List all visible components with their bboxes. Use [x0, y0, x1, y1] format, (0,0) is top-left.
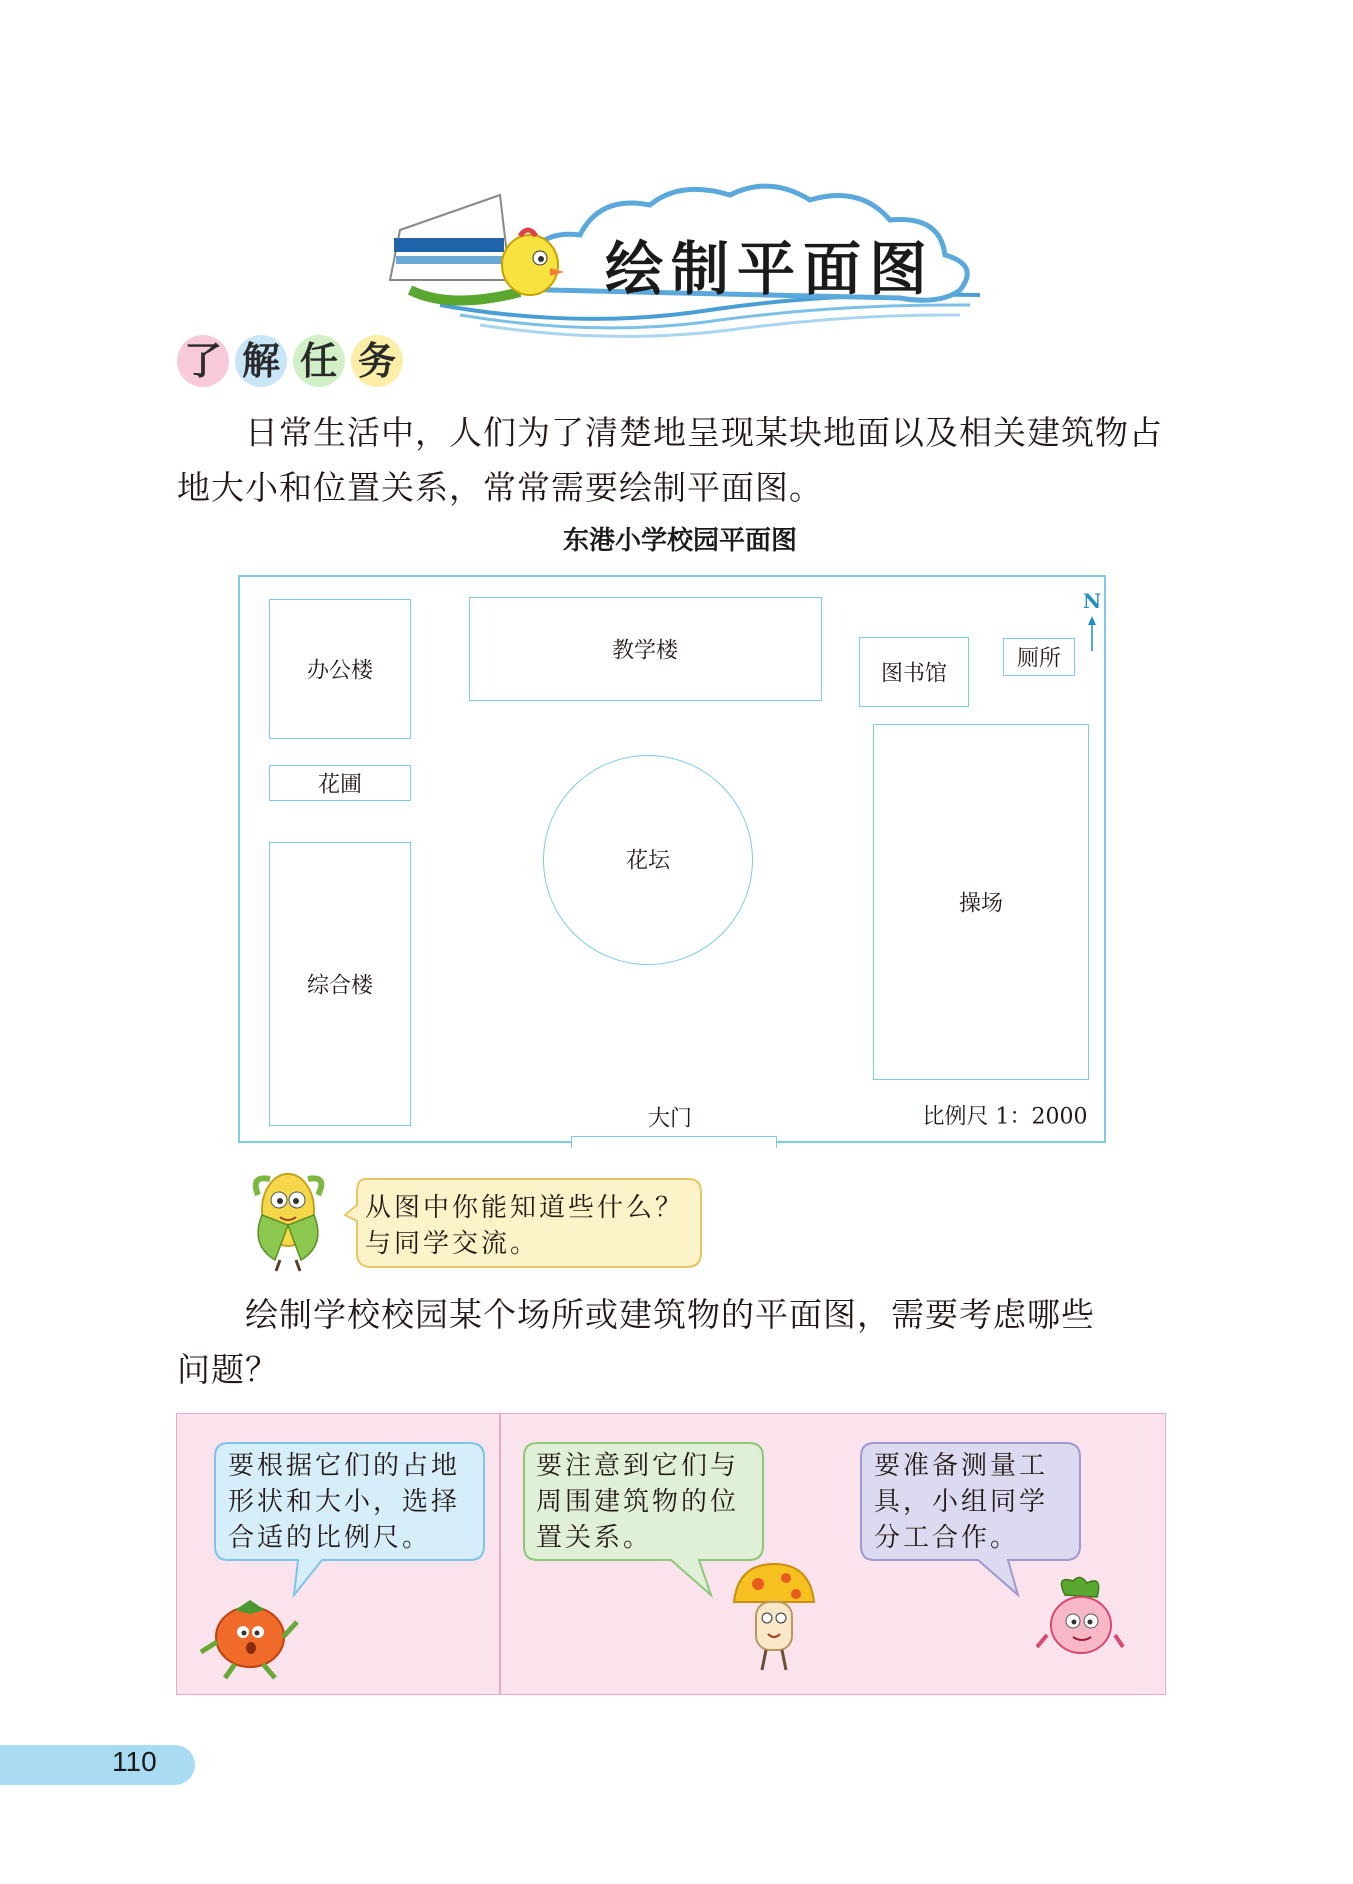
- tip-3-line-2: 具，小组同学: [874, 1487, 1049, 1517]
- tip-3-line-1: 要准备测量工: [874, 1451, 1049, 1481]
- campus-map: [238, 575, 1106, 1143]
- intro-line-2: 地大小和位置关系，常常需要绘制平面图。: [177, 468, 823, 507]
- flowerbed-label: 花坛: [625, 848, 671, 874]
- tip-1-line-2: 形状和大小，选择: [228, 1487, 461, 1517]
- library-label: 图书馆: [880, 661, 948, 687]
- tip-3-line-3: 分工合作。: [874, 1523, 1020, 1553]
- toilet-label: 厕所: [1016, 646, 1062, 672]
- map-title: 东港小学校园平面图: [562, 526, 797, 556]
- garden-label: 花圃: [317, 772, 363, 798]
- scale-label: 比例尺 1：2000: [922, 1104, 1088, 1130]
- section-heading-char: 务: [351, 335, 403, 387]
- section-heading-char: 解: [235, 335, 287, 387]
- corn-character-icon: [240, 1165, 335, 1275]
- tips-divider: [499, 1414, 501, 1694]
- complex-building-label: 综合楼: [306, 973, 374, 999]
- corn-bubble-line-1: 从图中你能知道些什么？: [365, 1193, 685, 1223]
- office-building-label: 办公楼: [306, 658, 374, 684]
- playground-label: 操场: [958, 891, 1004, 917]
- tomato-character-icon: [195, 1592, 305, 1682]
- page-number-tab: [0, 1745, 195, 1785]
- question-line-1: 绘制学校校园某个场所或建筑物的平面图，需要考虑哪些: [245, 1295, 1095, 1334]
- gate-label: 大门: [647, 1106, 693, 1132]
- question-line-2: 问题？: [177, 1350, 279, 1389]
- mushroom-character-icon: [728, 1560, 820, 1680]
- page-number: 110: [112, 1746, 157, 1777]
- tip-1-line-1: 要根据它们的占地: [228, 1451, 461, 1481]
- intro-line-1: 日常生活中，人们为了清楚地呈现某块地面以及相关建筑物占: [245, 413, 1163, 452]
- tip-2-line-2: 周围建筑物的位: [536, 1487, 740, 1517]
- tip-2-line-3: 置关系。: [536, 1523, 653, 1553]
- north-label: N: [1082, 589, 1102, 613]
- tip-2-line-1: 要注意到它们与: [536, 1451, 740, 1481]
- north-arrow-icon: [1085, 613, 1099, 653]
- teaching-building-label: 教学楼: [611, 638, 679, 664]
- gate: [571, 1136, 777, 1148]
- section-heading-char: 任: [293, 335, 345, 387]
- section-heading-char: 了: [177, 335, 229, 387]
- tip-1-line-3: 合适的比例尺。: [228, 1523, 432, 1553]
- page-title: 绘制平面图: [604, 235, 935, 303]
- corn-bubble-line-2: 与同学交流。: [365, 1229, 540, 1259]
- radish-character-icon: [1035, 1575, 1125, 1670]
